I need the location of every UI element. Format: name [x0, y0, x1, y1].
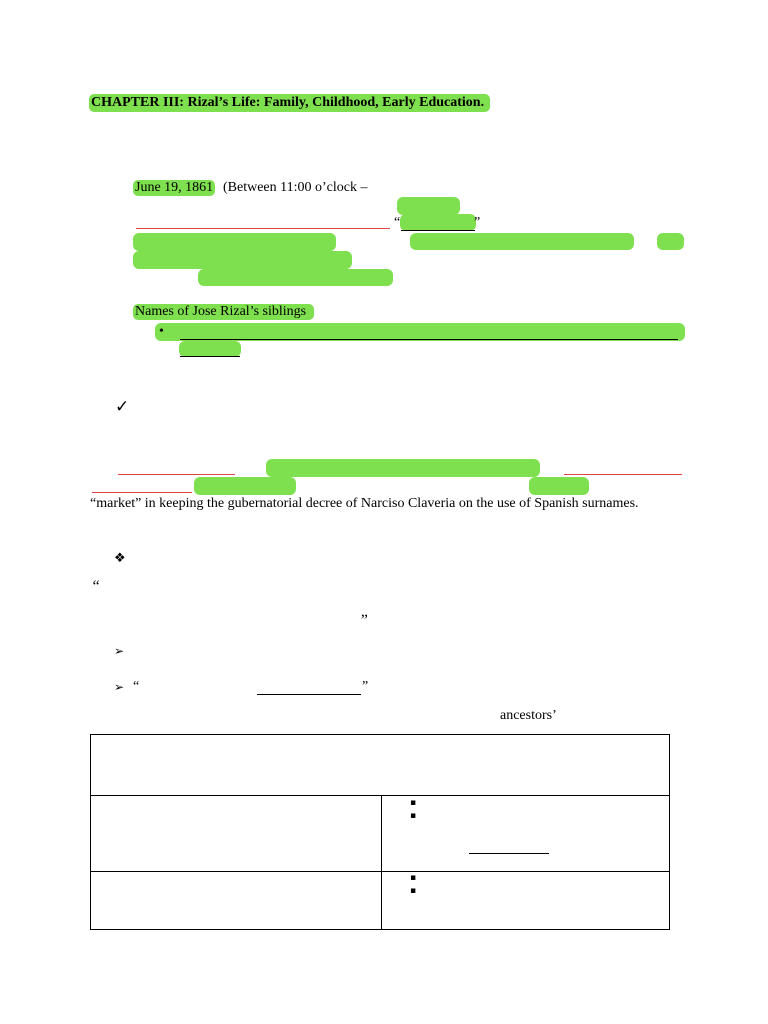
highlight-bar: [133, 233, 336, 251]
redacted-line: [92, 492, 192, 493]
highlight-bar: [194, 477, 296, 495]
quote-close: ”: [362, 679, 369, 694]
table-cell: [91, 735, 670, 796]
table-cell: [91, 796, 382, 872]
table-row: [91, 735, 670, 796]
check-icon: ✓: [115, 397, 130, 417]
highlight-bar: [198, 269, 393, 286]
redacted-line: [118, 474, 235, 475]
underline-blank: [180, 339, 678, 340]
surname-decree-text: “market” in keeping the gubernatorial decree of Narciso Claveria on the use of Spanish surnames.: [90, 496, 639, 511]
highlight-bar: [397, 197, 460, 215]
highlight-bar: [657, 233, 684, 250]
highlight-bar: [410, 233, 634, 250]
ancestors-text: ancestors’: [500, 708, 557, 723]
arrow-bullet-icon: ➢: [114, 644, 125, 658]
table-cell: [382, 872, 670, 930]
highlight-bar: [266, 459, 540, 477]
birth-time-text: (Between 11:00 o’clock –: [223, 180, 368, 195]
diamond-bullet-icon: ❖: [114, 551, 126, 566]
ancestry-table: [90, 734, 670, 930]
underline-blank: [257, 694, 361, 695]
quote-open: “: [133, 679, 140, 694]
birth-date: June 19, 1861: [135, 180, 214, 195]
square-bullet-icon: ▪: [410, 873, 417, 883]
table-row: [91, 796, 670, 872]
quote-open: “: [91, 578, 100, 595]
underline-blank: [469, 853, 549, 854]
close-quote: ”: [474, 215, 481, 230]
redacted-line: [564, 474, 682, 475]
table-cell: [382, 796, 670, 872]
highlight-bar: [400, 214, 476, 231]
square-bullet-icon: ▪: [410, 886, 417, 896]
chapter-heading: CHAPTER III: Rizal’s Life: Family, Childhood, Early Education.: [89, 94, 490, 112]
sibling-bullet: •: [159, 324, 164, 339]
open-quote: “: [394, 215, 401, 230]
highlight-bar: [133, 251, 352, 269]
square-bullet-icon: ▪: [410, 811, 417, 821]
table-cell: [91, 872, 382, 930]
siblings-title: Names of Jose Rizal’s siblings: [133, 304, 314, 320]
arrow-bullet-icon: ➢: [114, 680, 125, 694]
square-bullet-icon: ▪: [410, 798, 417, 808]
highlight-bar: [529, 477, 589, 495]
quote-close: ”: [359, 612, 368, 629]
underline-blank: [180, 356, 240, 357]
table-row: [91, 872, 670, 930]
underline-blank: [401, 230, 475, 231]
highlight-bar: [179, 341, 241, 357]
redacted-line: [136, 228, 390, 229]
